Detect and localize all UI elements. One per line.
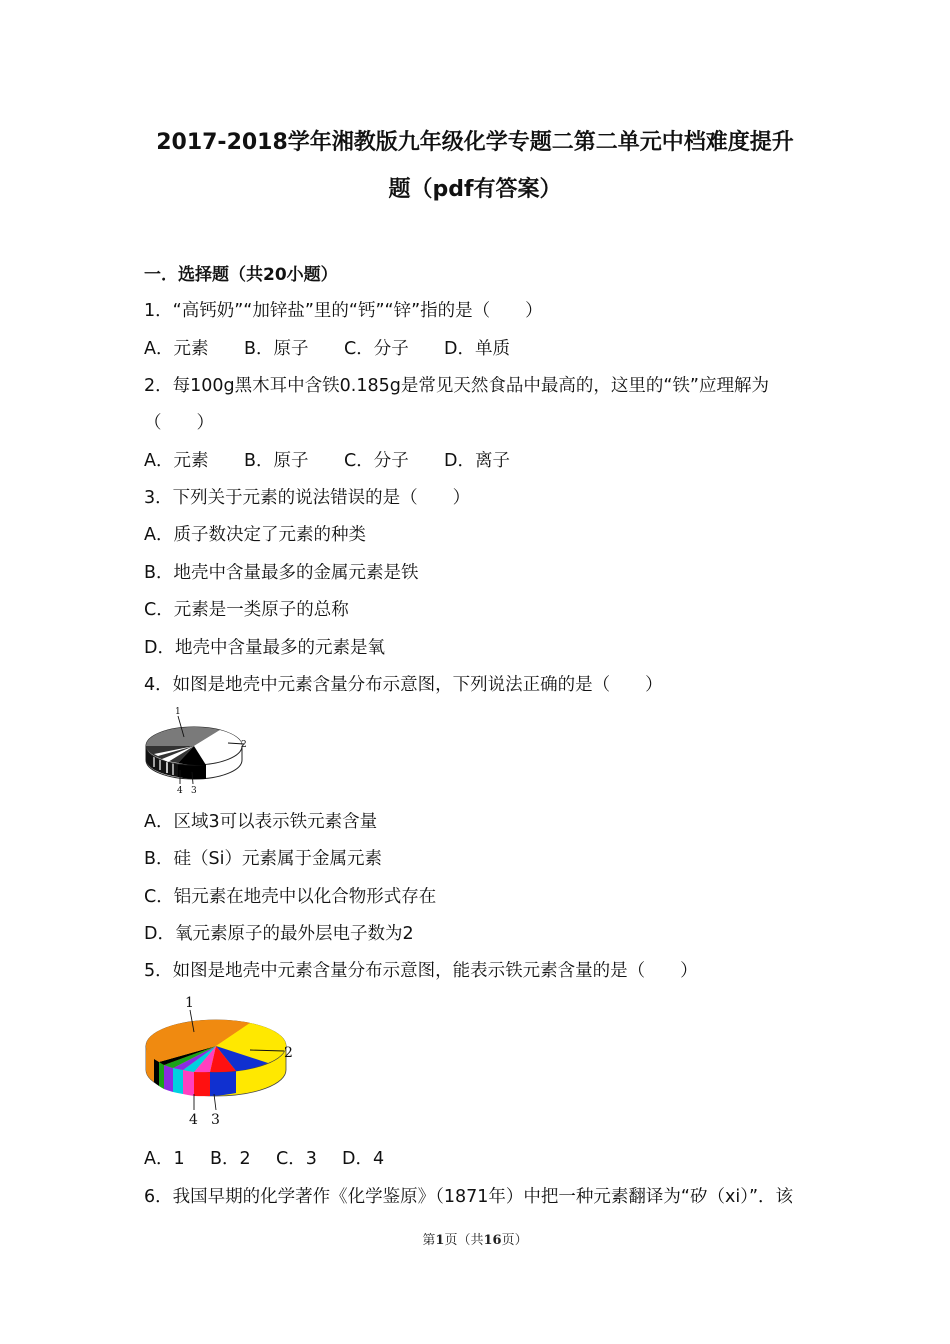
question-1-option-b: B．原子 xyxy=(244,339,309,359)
question-3-stem: 3．下列关于元素的说法错误的是（ ） xyxy=(144,488,471,508)
question-5-stem: 5．如图是地壳中元素含量分布示意图，能表示铁元素含量的是（ ） xyxy=(144,961,698,981)
question-2-option-b: B．原子 xyxy=(244,451,309,471)
question-5-label-4: 4 xyxy=(189,1112,198,1128)
question-3-option-b: B．地壳中含量最多的金属元素是铁 xyxy=(144,563,419,583)
page-footer xyxy=(0,1229,950,1248)
question-5-option-d: D．4 xyxy=(342,1149,385,1169)
question-1-option-d: D．单质 xyxy=(444,339,510,359)
question-1-stem: 1．“高钙奶”“加锌盐”里的“钙”“锌”指的是（ ） xyxy=(144,301,543,321)
question-5-options xyxy=(144,1145,384,1170)
question-4-option-b: B．硅（Si）元素属于金属元素 xyxy=(144,849,382,869)
question-4-option-c: C．铝元素在地壳中以化合物形式存在 xyxy=(144,887,437,907)
footer-suffix: 页） xyxy=(501,1233,528,1248)
document-title-line-2: 题（pdf有答案） xyxy=(388,177,562,202)
question-2-option-c: C．分子 xyxy=(344,451,409,471)
document-title-line-1: 2017-2018学年湘教版九年级化学专题二第二单元中档难度提升 xyxy=(156,130,794,155)
footer-mid: 页（共 xyxy=(444,1233,484,1248)
question-2-option-d: D．离子 xyxy=(444,451,510,471)
question-1-option-a: A．元素 xyxy=(144,339,209,359)
question-2-options xyxy=(144,447,510,472)
question-4-stem: 4．如图是地壳中元素含量分布示意图，下列说法正确的是（ ） xyxy=(144,675,663,695)
question-2-stem: 2．每100g黑木耳中含铁0.185g是常见天然食品中最高的，这里的“铁”应理解为 xyxy=(144,376,769,396)
question-5-label-2: 2 xyxy=(284,1045,293,1061)
question-5-option-c: C．3 xyxy=(276,1149,317,1169)
question-4-label-2: 2 xyxy=(241,740,247,750)
question-4-option-d: D．氧元素原子的最外层电子数为2 xyxy=(144,924,414,944)
question-4-option-a: A．区域3可以表示铁元素含量 xyxy=(144,812,378,832)
question-1-option-c: C．分子 xyxy=(344,339,409,359)
question-2-option-a: A．元素 xyxy=(144,451,209,471)
question-4-label-1: 1 xyxy=(175,707,181,717)
question-5-label-3: 3 xyxy=(211,1112,220,1128)
footer-prefix: 第 xyxy=(422,1233,436,1248)
question-4-label-4: 4 xyxy=(177,786,183,796)
question-5-label-1: 1 xyxy=(185,995,194,1011)
question-4-pie-figure xyxy=(140,704,250,796)
question-3-option-a: A．质子数决定了元素的种类 xyxy=(144,525,366,545)
question-3-option-d: D．地壳中含量最多的元素是氧 xyxy=(144,638,385,658)
footer-total-pages: 16 xyxy=(483,1233,502,1248)
question-3-option-c: C．元素是一类原子的总称 xyxy=(144,600,349,620)
question-5-pie-figure xyxy=(140,990,300,1130)
question-6-stem: 6．我国早期的化学著作《化学鉴原》（1871年）中把一种元素翻译为“矽（xi）”．该 xyxy=(144,1187,794,1207)
question-2-stem-continued: （ ） xyxy=(144,413,214,433)
question-1-options xyxy=(144,335,510,360)
question-5-option-a: A．1 xyxy=(144,1149,185,1169)
question-4-label-3: 3 xyxy=(191,786,197,796)
question-5-option-b: B．2 xyxy=(210,1149,251,1169)
footer-page-number: 1 xyxy=(435,1233,445,1248)
section-heading: 一．选择题（共20小题） xyxy=(144,265,338,285)
